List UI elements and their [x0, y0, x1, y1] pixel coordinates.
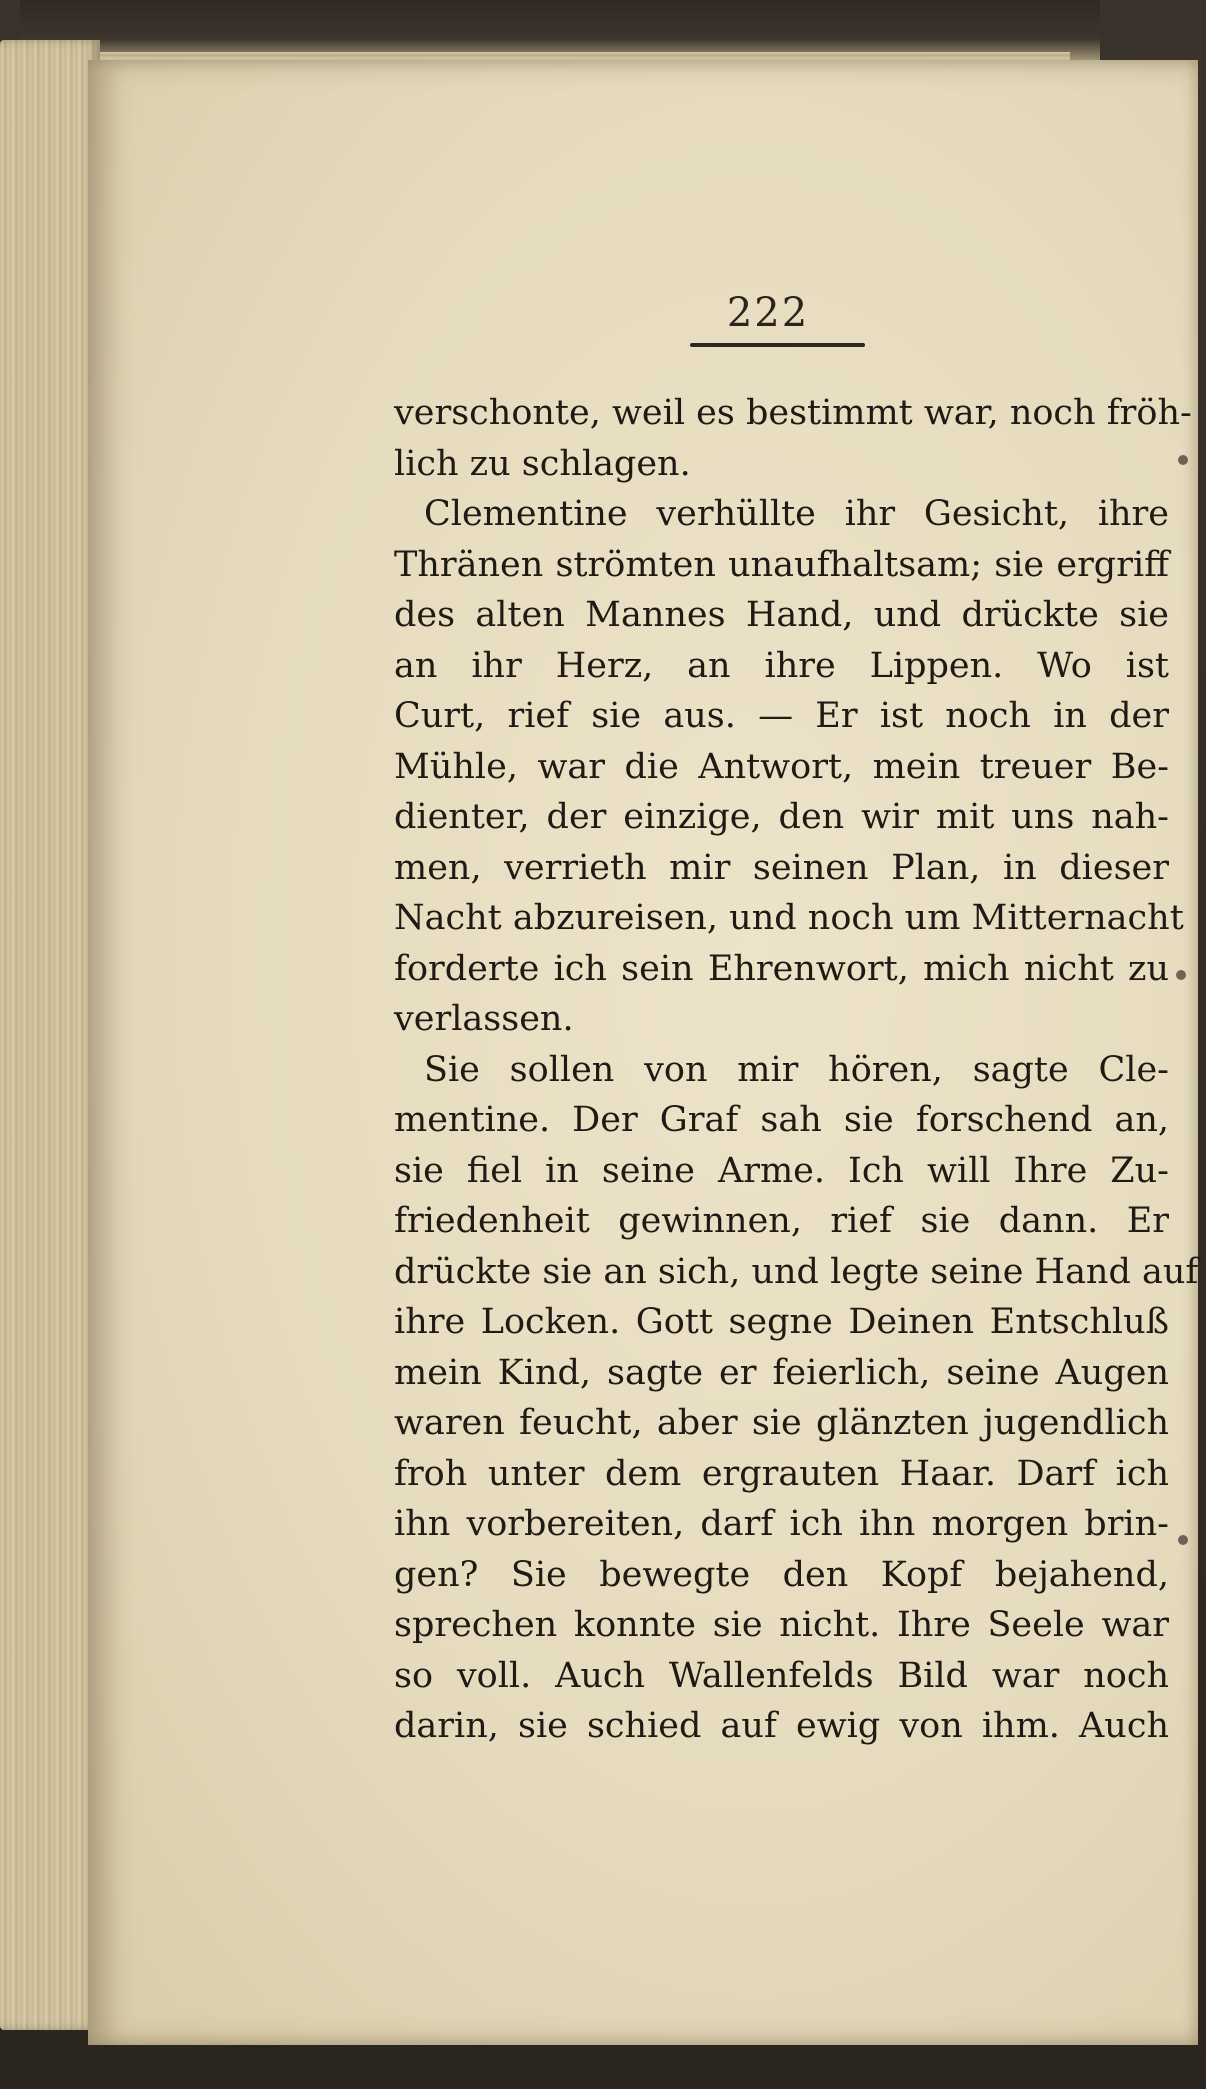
text-line: an ihr Herz, an ihre Lippen. Wo ist — [394, 645, 1169, 686]
text-line: men, verrieth mir seinen Plan, in dieser — [394, 847, 1169, 888]
text-line: waren feucht, aber sie glänzten jugendlich — [394, 1403, 1169, 1443]
text-line: lich zu schlagen. — [394, 443, 691, 484]
margin-ink-spot — [1178, 1535, 1188, 1545]
text-line: mentine. Der Graf sah sie forschend an, — [394, 1100, 1169, 1140]
text-line: gen? Sie bewegte den Kopf bejahend, — [394, 1554, 1169, 1595]
text-line: Clementine verhüllte ihr Gesicht, ihre — [424, 494, 1169, 534]
text-line: friedenheit gewinnen, rief sie dann. Er — [394, 1201, 1169, 1241]
text-line: verlassen. — [394, 999, 574, 1039]
margin-ink-spot — [1176, 970, 1186, 980]
text-line: Curt, rief sie aus. — Er ist noch in der — [394, 696, 1169, 736]
margin-ink-spot — [1178, 455, 1188, 465]
text-line: darin, sie schied auf ewig von ihm. Auch — [394, 1706, 1169, 1746]
header-rule — [690, 343, 865, 347]
book-page-edges — [0, 40, 100, 2030]
text-line: ihn vorbereiten, darf ich ihn morgen brin- — [394, 1504, 1169, 1544]
text-line: dienter, der einzige, den wir mit uns nah- — [394, 797, 1169, 837]
text-line: froh unter dem ergrauten Haar. Darf ich — [394, 1453, 1169, 1494]
text-line: Sie sollen von mir hören, sagte Cle- — [424, 1049, 1169, 1090]
text-line: sie fiel in seine Arme. Ich will Ihre Zu- — [394, 1150, 1169, 1191]
text-line: forderte ich sein Ehrenwort, mich nicht zu — [394, 948, 1169, 989]
text-line: ihre Locken. Gott segne Deinen Entschluß — [394, 1302, 1169, 1342]
page-number: 222 — [726, 290, 810, 336]
text-line: so voll. Auch Wallenfelds Bild war noch — [394, 1655, 1169, 1696]
text-line: verschonte, weil es bestimmt war, noch fröh- — [394, 393, 1192, 433]
body-text — [394, 388, 1199, 1752]
text-line: Nacht abzureisen, und noch um Mitternacht — [394, 898, 1184, 938]
text-line: drückte sie an sich, und legte seine Hand auf — [394, 1251, 1199, 1292]
text-line: sprechen konnte sie nicht. Ihre Seele war — [394, 1605, 1169, 1645]
text-line: Mühle, war die Antwort, mein treuer Be- — [394, 746, 1169, 787]
book-page — [88, 60, 1198, 2045]
text-line: des alten Mannes Hand, und drückte sie — [394, 595, 1169, 635]
text-line: mein Kind, sagte er feierlich, seine Augen — [394, 1352, 1169, 1393]
text-line: Thränen strömten unaufhaltsam; sie ergriff — [394, 544, 1169, 585]
